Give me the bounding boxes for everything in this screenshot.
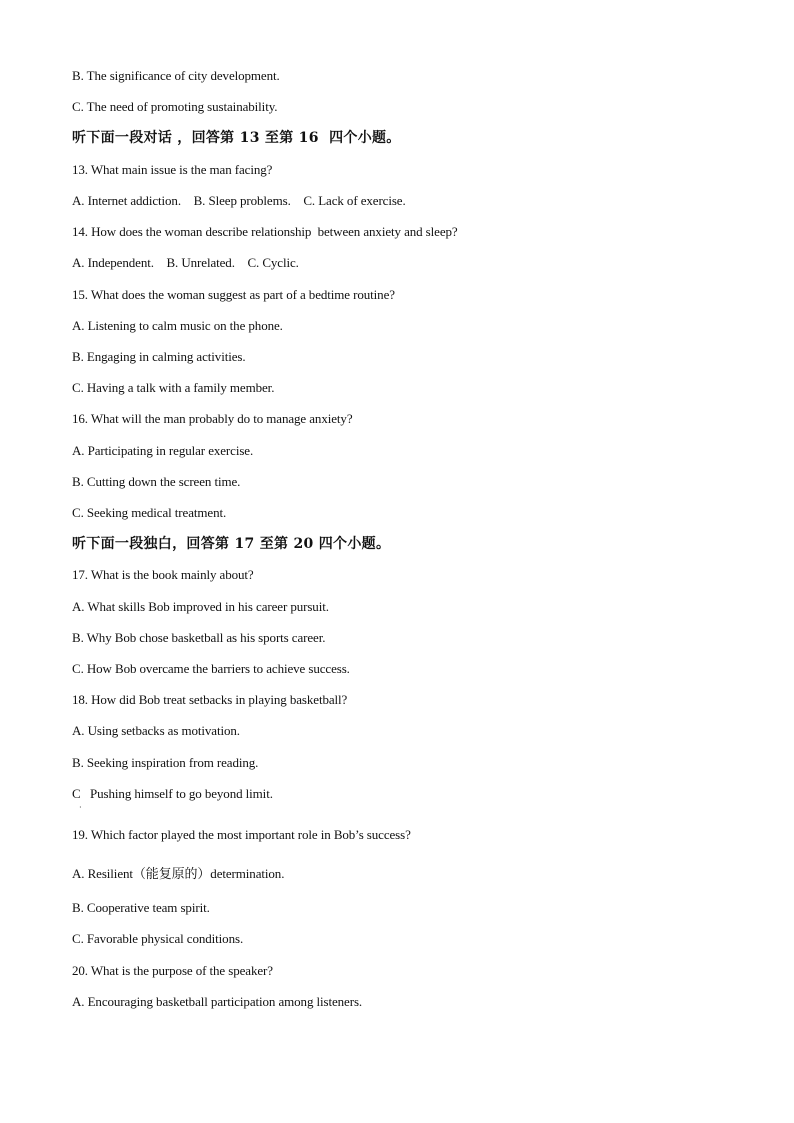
option-18-c: C Pushing himself to go beyond limit.	[72, 786, 273, 801]
option-16-a: A. Participating in regular exercise.	[72, 443, 254, 458]
question-15: 15. What does the woman suggest as part of a bedtime routine?	[72, 287, 395, 302]
option-19-c: C. Favorable physical conditions.	[72, 931, 244, 946]
question-18: 18. How did Bob treat setbacks in playing basketball?	[72, 692, 348, 707]
option-19-a: A. Resilient（能复原的）determination.	[72, 866, 285, 881]
option-18-a: A. Using setbacks as motivation.	[72, 723, 240, 738]
option-17-b: B. Why Bob chose basketball as his sports career.	[72, 630, 326, 645]
question-16: 16. What will the man probably do to manage anxiety?	[72, 411, 353, 426]
option-16-b: B. Cutting down the screen time.	[72, 474, 241, 489]
stray-dot-mark: ·	[79, 803, 82, 812]
section-heading-dialogue: 听下面一段对话 ，回答第 13 至第 16 四个小题。	[72, 130, 401, 146]
options-14: A. Independent. B. Unrelated. C. Cyclic.	[72, 255, 299, 270]
question-20: 20. What is the purpose of the speaker?	[72, 963, 273, 978]
option-17-a: A. What skills Bob improved in his career pursuit.	[72, 599, 329, 614]
option-16-c: C. Seeking medical treatment.	[72, 505, 227, 520]
option-15-c: C. Having a talk with a family member.	[72, 380, 275, 395]
options-13: A. Internet addiction. B. Sleep problems. C. Lack of exercise.	[72, 193, 406, 208]
option-20-a: A. Encouraging basketball participation among listeners.	[72, 994, 363, 1009]
question-17: 17. What is the book mainly about?	[72, 567, 254, 582]
question-14: 14. How does the woman describe relationship between anxiety and sleep?	[72, 224, 458, 239]
question-19: 19. Which factor played the most important role in Bob’s success?	[72, 827, 411, 842]
option-15-a: A. Listening to calm music on the phone.	[72, 318, 283, 333]
option-18-b: B. Seeking inspiration from reading.	[72, 755, 259, 770]
option-19-b: B. Cooperative team spirit.	[72, 900, 210, 915]
option-15-b: B. Engaging in calming activities.	[72, 349, 246, 364]
line-option-c-sustainability: C. The need of promoting sustainability.	[72, 99, 278, 114]
line-option-b-significance: B. The significance of city development.	[72, 68, 280, 83]
option-17-c: C. How Bob overcame the barriers to achieve success.	[72, 661, 350, 676]
section-heading-monologue: 听下面一段独白，回答第 17 至第 20 四个小题。	[72, 536, 391, 552]
question-13: 13. What main issue is the man facing?	[72, 162, 273, 177]
